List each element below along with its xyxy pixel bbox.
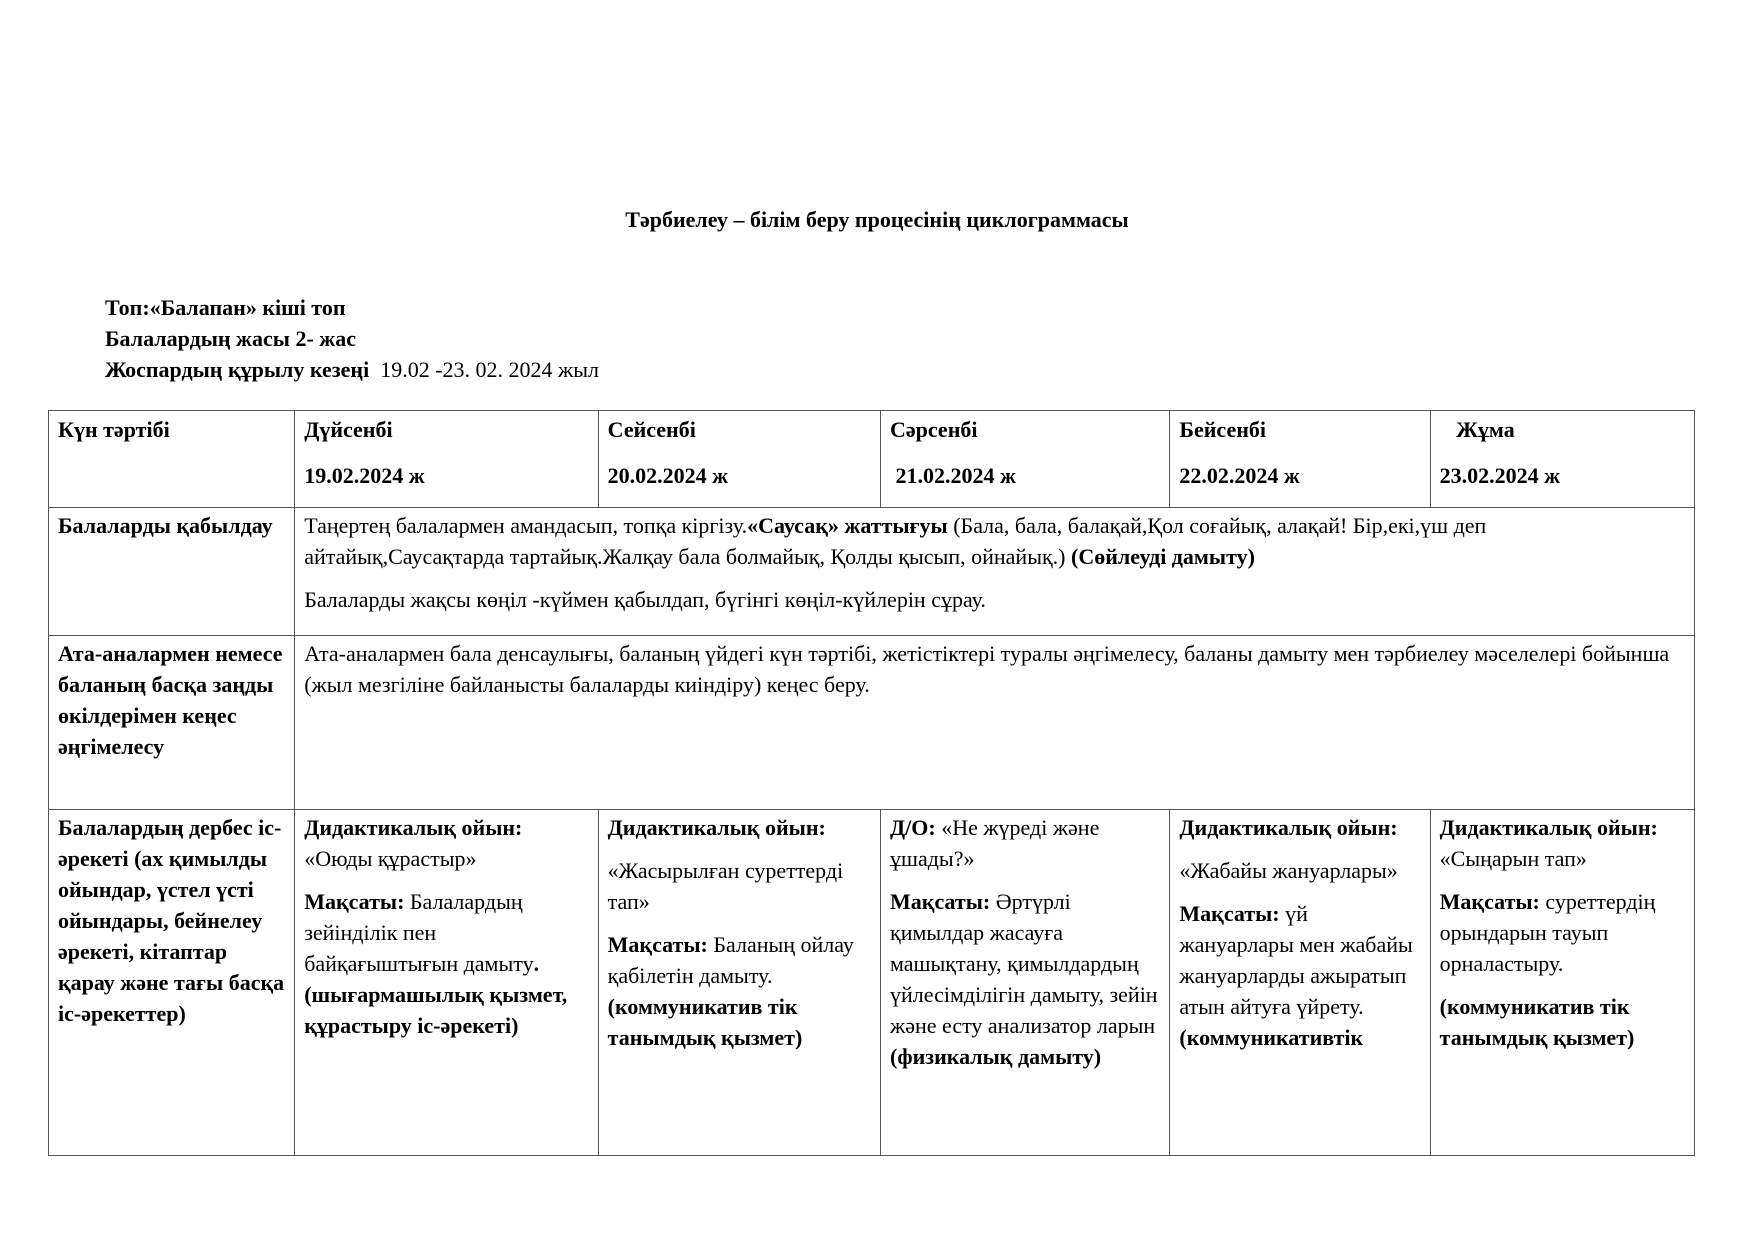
activity-row <box>49 810 1695 1156</box>
reception-paragraph-2: Балаларды жақсы көңіл -күймен қабылдап, бүгінгі көңіл-күйлерін сұрау. <box>304 587 986 612</box>
game-name: «Сыңарын тап» <box>1439 846 1587 871</box>
reception-paragraph-1: Таңертең балалармен амандасып, топқа кіргізу.«Саусақ» жаттығуы (Бала, бала, балақай,Қол соғайық, алақай! Бір,екі,үш деп айтайық,Саусақтарда тартайық.Жалқау бала болмайық, Қолды қысып, ойнайық.) (Сөйлеуді дамыту) <box>304 513 1487 569</box>
game-label: Д/О: <box>890 815 936 840</box>
reception-row <box>49 508 1695 636</box>
day-header-fri <box>1430 411 1694 508</box>
day-header-wed <box>881 411 1170 508</box>
area-text: (шығармашылық қызмет, құрастыру іс-әрекеті) <box>304 982 568 1038</box>
age-text: Балалардың жасы 2- жас <box>105 326 356 351</box>
age-line <box>105 323 599 354</box>
reception-label: Балаларды қабылдау <box>49 508 295 636</box>
game-label: Дидактикалық ойын: <box>304 815 523 840</box>
area-text: (коммуникатив тік танымдық қызмет) <box>607 994 803 1050</box>
activity-thu <box>1170 810 1430 1156</box>
day-header-thu <box>1170 411 1430 508</box>
plan-meta <box>105 292 599 385</box>
day-date: 20.02.2024 ж <box>607 463 729 488</box>
day-date: 21.02.2024 ж <box>890 463 1016 488</box>
day-header-mon <box>295 411 598 508</box>
game-label: Дидактикалық ойын: <box>1179 815 1398 840</box>
group-line <box>105 292 599 323</box>
document-title: Тәрбиелеу – білім беру процесінің циклограммасы <box>625 207 1129 232</box>
parents-content: Ата-аналармен бала денсаулығы, баланың үйдегі күн тәртібі, жетістіктері туралы әңгімелесу, баланы дамыту мен тәрбиелеу мәселелері бойынша (жыл мезгіліне байланысты балаларды киіндіру) кеңес беру. <box>295 636 1695 810</box>
routine-header: Күн тәртібі <box>49 411 295 508</box>
game-name: «Оюды құрастыр» <box>304 846 477 871</box>
activity-wed <box>881 810 1170 1156</box>
parents-label: Ата-аналармен немесе баланың басқа заңды өкілдерімен кеңес әңгімелесу <box>49 636 295 810</box>
day-name: Бейсенбі <box>1179 417 1266 442</box>
game-name: «Не жүреді және ұшады?» <box>890 815 1100 871</box>
parents-row <box>49 636 1695 810</box>
activity-mon: Дидактикалық ойын: «Оюды құрастыр» Мақсаты: Балалардың зейінділік пен байқағыштығын дамыту. (шығармашылық қызмет, құрастыру іс-әрекеті) <box>295 810 598 1156</box>
goal-text: Әртүрлі қимылдар жасауға машықтану, қимылдардың үйлесімділігін дамыту, зейін және есту анализатор ларын <box>890 889 1158 1038</box>
area-text: (коммуникатив тік танымдық қызмет) <box>1439 994 1635 1050</box>
goal-label: Мақсаты: <box>1439 889 1540 914</box>
game-label: Дидактикалық ойын: <box>1439 815 1658 840</box>
goal-text: Баланың ойлау қабілетін дамыту. <box>607 932 854 988</box>
activity-label: Балалардың дербес іс-әрекеті (ах қимылды ойындар, үстел үсті ойындары, бейнелеу әрекеті, кітаптар қарау және тағы басқа іс-әрекеттер) <box>49 810 295 1156</box>
day-name: Дүйсенбі <box>304 417 393 442</box>
day-date: 23.02.2024 ж <box>1439 463 1561 488</box>
day-name: Сейсенбі <box>607 417 696 442</box>
reception-content <box>295 508 1695 636</box>
goal-label: Мақсаты: <box>304 889 405 914</box>
activity-fri <box>1430 810 1694 1156</box>
activity-tue <box>598 810 880 1156</box>
group-label: Топ: <box>105 295 150 320</box>
goal-label: Мақсаты: <box>1179 901 1280 926</box>
day-date: 19.02.2024 ж <box>304 463 425 488</box>
period-label: Жоспардың құрылу кезеңі <box>105 357 370 382</box>
period-line <box>105 354 599 385</box>
goal-label: Мақсаты: <box>890 889 991 914</box>
goal-text: суреттердің орындарын тауып орналастыру. <box>1439 889 1656 976</box>
day-name: Сәрсенбі <box>890 417 978 442</box>
goal-text: үй жануарлары мен жабайы жануарларды ажыратып атын айтуға үйрету. <box>1179 901 1413 1019</box>
table-header-row <box>49 411 1695 508</box>
day-date: 22.02.2024 ж <box>1179 463 1300 488</box>
goal-text: Балалардың зейінділік пен байқағыштығын дамыту <box>304 889 534 976</box>
period-value: 19.02 -23. 02. 2024 жыл <box>380 357 599 382</box>
group-value: «Балапан» кіші топ <box>149 295 346 320</box>
schedule-table <box>48 410 1695 1156</box>
area-text: (коммуникативтік <box>1179 1025 1364 1050</box>
day-name: Жұма <box>1439 417 1515 442</box>
day-header-tue <box>598 411 880 508</box>
game-name: «Жасырылған суреттерді тап» <box>607 858 844 914</box>
goal-label: Мақсаты: <box>607 932 708 957</box>
game-label: Дидактикалық ойын: <box>607 815 826 840</box>
game-name: «Жабайы жануарлары» <box>1179 858 1398 883</box>
area-text: (физикалық дамыту) <box>890 1044 1102 1069</box>
